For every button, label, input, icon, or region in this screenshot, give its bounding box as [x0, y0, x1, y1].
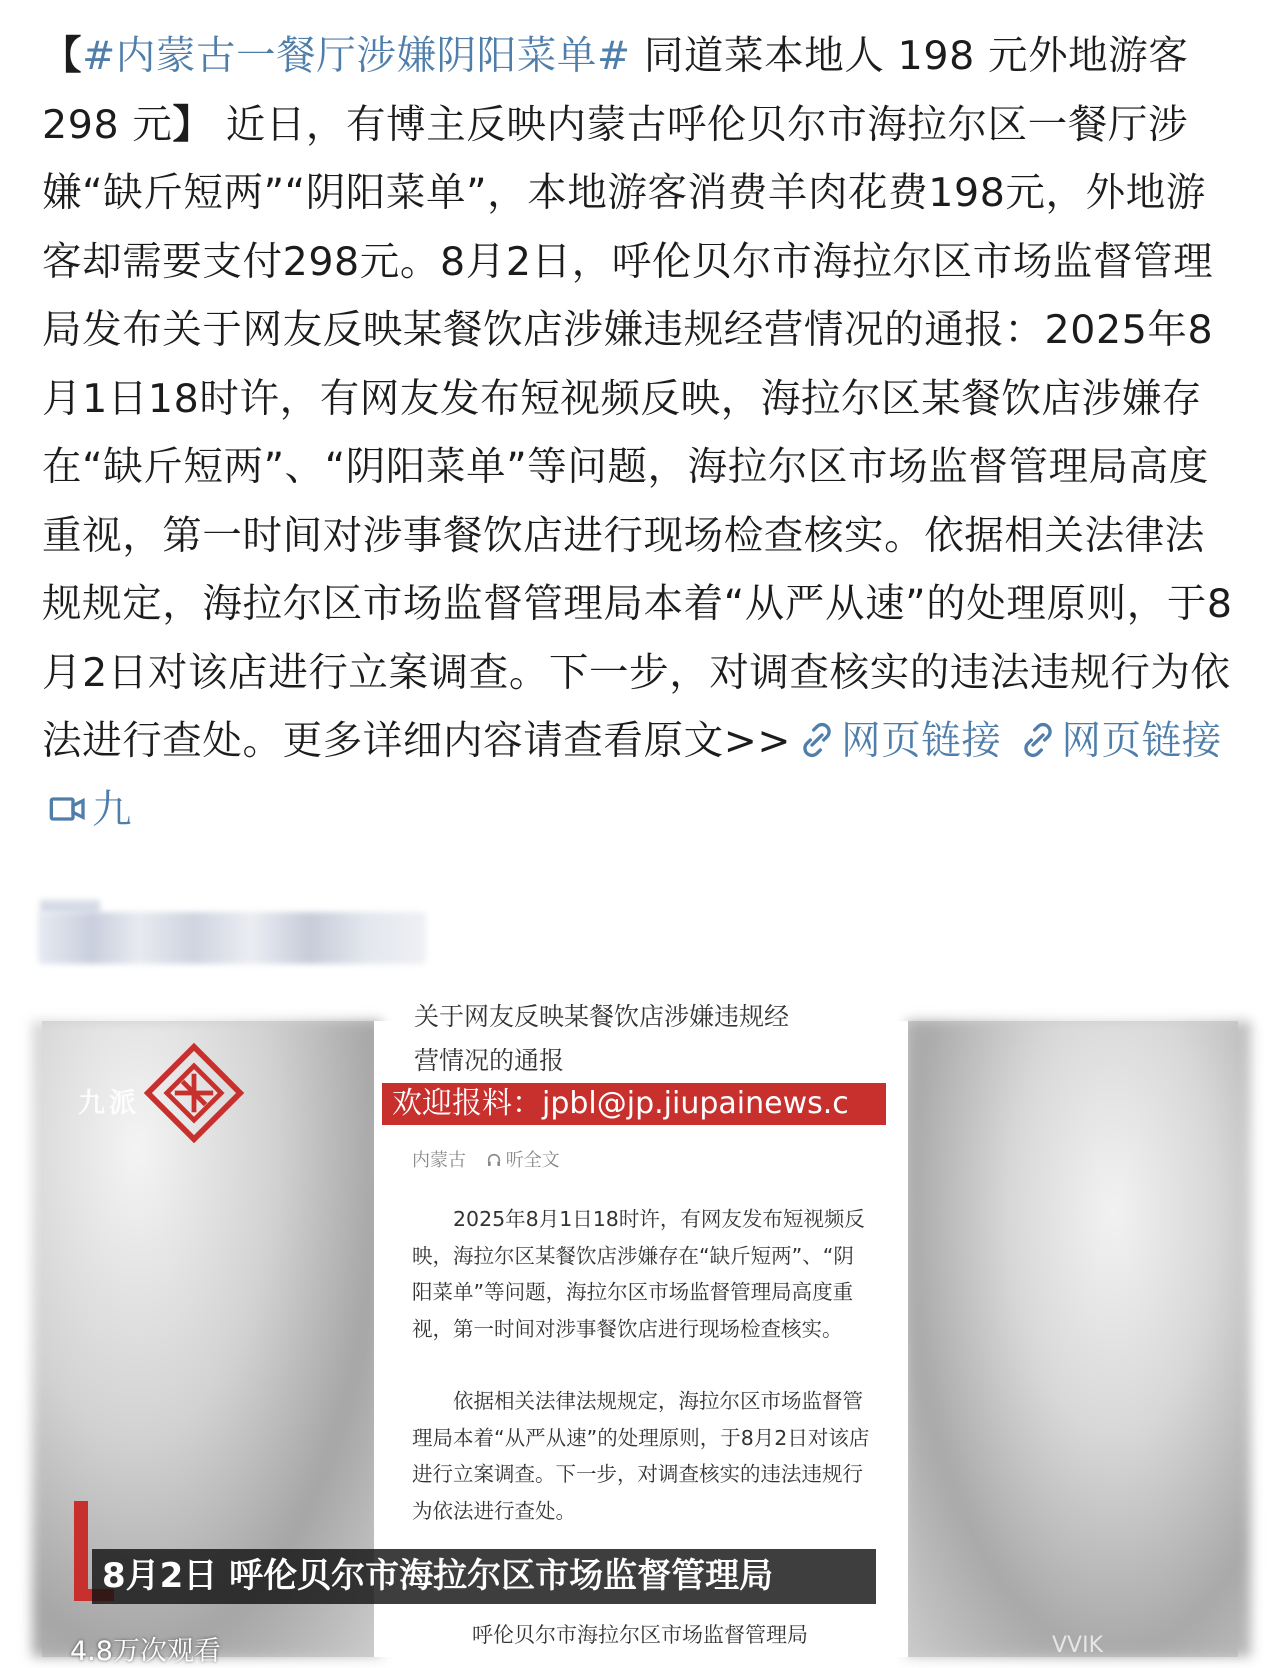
- corner-watermark: VVIK: [1052, 1633, 1104, 1658]
- video-caption: 8月2日 呼伦贝尔市海拉尔区市场监督管理局: [92, 1549, 876, 1604]
- doc-title-partial: 关于网友反映某餐饮店涉嫌违规经: [414, 1002, 790, 1031]
- blurred-username: [38, 912, 426, 964]
- video-subcaption: 呼伦贝尔市海拉尔区市场监督管理局: [472, 1623, 808, 1647]
- headphone-icon: [486, 1152, 502, 1168]
- doc-meta: [412, 1146, 560, 1172]
- headline: 同道菜本地人 198 元外地游客 298 元: [42, 33, 1189, 148]
- report-banner: 欢迎报料：jpbl@jp.jiupainews.c: [382, 1083, 886, 1125]
- doc-paragraph-2: 依据相关法律法规规定，海拉尔区市场监督管理局本着“从严从速”的处理原则，于8月2日对该店进行立案调查。下一步，对调查核实的违法违规行为依法进行查处。: [412, 1389, 870, 1523]
- video-link[interactable]: 九: [92, 786, 133, 833]
- view-count: 4.8万次观看: [70, 1636, 221, 1667]
- hashtag-link[interactable]: #内蒙古一餐厅涉嫌阴阳菜单#: [82, 33, 631, 79]
- brand-bar: [74, 1501, 88, 1601]
- region-label: 内蒙古: [412, 1150, 466, 1171]
- doc-title: 营情况的通报: [414, 1046, 565, 1075]
- post-body: 近日，有博主反映内蒙古呼伦贝尔市海拉尔区一餐厅涉嫌“缺斤短两”“阴阳菜单”，本地游客消费羊肉花费198元，外地游客却需要支付298元。8月2日，呼伦贝尔市海拉尔区市场监督管理局发布关于网友反映某餐饮店涉嫌违规经营情况的通报：2025年8月1日18时许，有网友发布短视频反映，海拉尔区某餐饮店涉嫌存在“缺斤短两”、“阴阳菜单”等问题，海拉尔区市场监督管理局高度重视，第一时间对涉事餐饮店进行现场检查核实。依据相关法律法规规定，海拉尔区市场监督管理局本着“从严从速”的处理原则，于8月2日对该店进行立案调查。下一步，对调查核实的违法违规行为依法进行查处。更多详细内容请查看原文>>: [42, 101, 1233, 764]
- video-player[interactable]: [42, 1002, 1238, 1667]
- bracket-open: 【: [42, 33, 83, 79]
- video-blur-right: [906, 1021, 1251, 1657]
- listen-label: 听全文: [505, 1150, 560, 1171]
- listen-button[interactable]: [486, 1150, 560, 1171]
- video-camera-icon: [48, 789, 88, 829]
- web-link-2[interactable]: 网页链接: [1061, 718, 1222, 764]
- jiupai-watermark: 九派: [78, 1088, 140, 1119]
- doc-body: [412, 1201, 872, 1565]
- chain-link-icon: [797, 720, 837, 760]
- web-link-1[interactable]: 网页链接: [841, 718, 1002, 764]
- doc-paragraph-1: 2025年8月1日18时许，有网友发布短视频反映，海拉尔区某餐饮店涉嫌存在“缺斤短两”、“阴阳菜单”等问题，海拉尔区市场监督管理局高度重视，第一时间对涉事餐饮店进行现场检查核实。: [412, 1207, 865, 1341]
- chain-link-icon: [1018, 720, 1058, 760]
- jiupai-logo-icon: [146, 1045, 242, 1141]
- post-text: [42, 22, 1242, 844]
- bracket-close: 】: [172, 101, 213, 148]
